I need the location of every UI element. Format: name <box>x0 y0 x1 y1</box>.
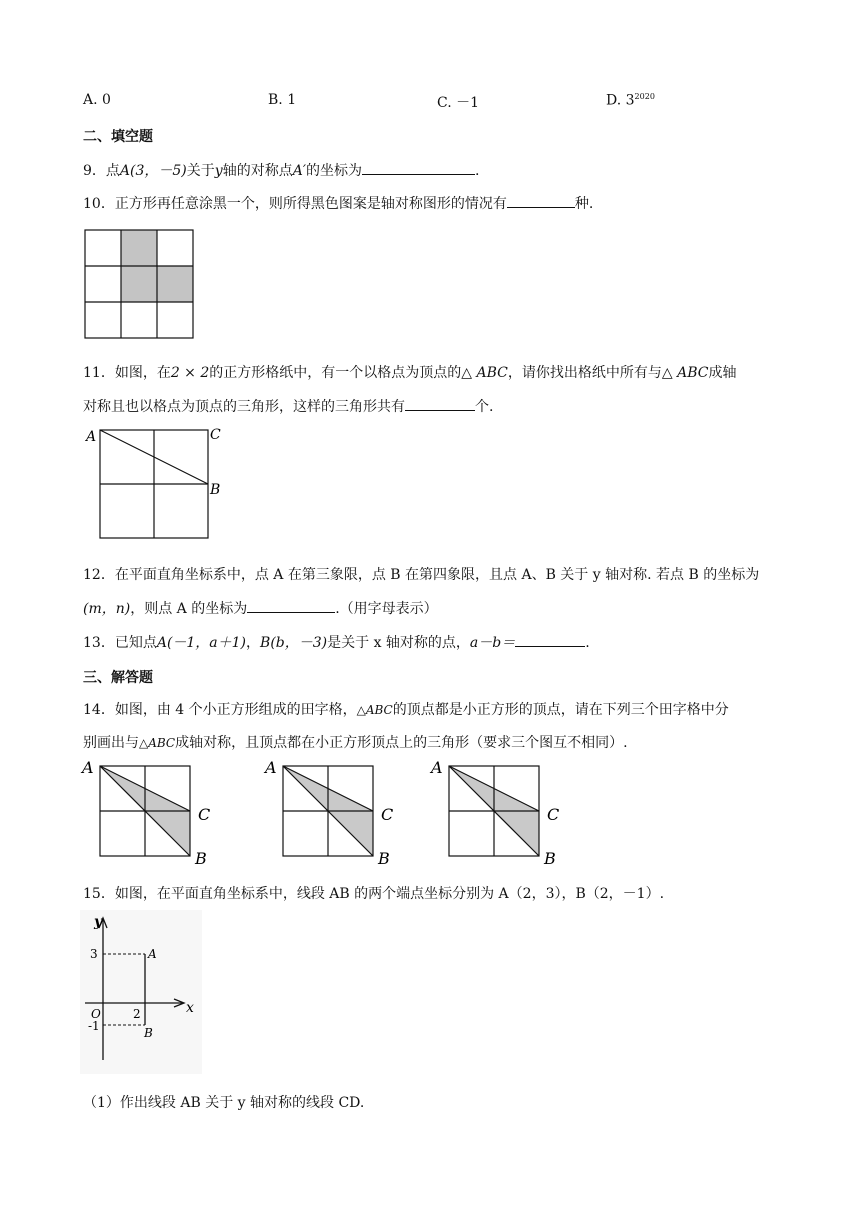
label-c: C <box>547 805 560 824</box>
option-b: B. 1 <box>268 92 297 108</box>
label-b: B <box>144 1026 153 1040</box>
nine-square-grid-figure <box>84 229 196 341</box>
answer-blank <box>362 160 475 175</box>
question-15-part1: （1）作出线段 AB 关于 y 轴对称的线段 CD. <box>83 1095 365 1111</box>
answer-blank <box>405 396 475 411</box>
question-14-line2: 别画出与△ABC成轴对称，且顶点都在小正方形顶点上的三角形（要求三个图互不相同）. <box>83 735 628 751</box>
label-a: A <box>265 758 277 777</box>
option-d: D. $3^{2020}$ <box>606 92 655 109</box>
section-title-fill-in: 二、填空题 <box>83 129 153 145</box>
shaded-cell <box>121 230 157 266</box>
tick-neg1: -1 <box>88 1019 100 1033</box>
label-c: C <box>381 805 394 824</box>
option-c: C. －1 <box>437 95 480 111</box>
section-title-answer: 三、解答题 <box>83 670 153 686</box>
question-11-line1: 11．如图，在2 × 2的正方形格纸中，有一个以格点为顶点的△ ABC，请你找出格纸中所有与△ ABC成轴 <box>83 365 737 381</box>
label-b: B <box>195 849 207 866</box>
question-13: 13．已知点A(－1，a＋1)，B(b，－3)是关于 x 轴对称的点，a－b＝ . <box>83 632 590 652</box>
x-axis-label: x <box>186 1000 194 1016</box>
answer-blank <box>507 193 575 208</box>
label-a: A <box>431 758 443 777</box>
question-9: 9．点A(3，－5)关于y轴的对称点A′的坐标为 . <box>83 160 479 180</box>
answer-blank <box>515 632 585 647</box>
tick-2: 2 <box>133 1007 141 1021</box>
option-a: A. 0 <box>83 92 111 108</box>
answer-blank <box>247 598 335 613</box>
shaded-cell <box>157 266 193 302</box>
triangle-grid-figure <box>84 424 234 544</box>
question-15: 15．如图，在平面直角坐标系中，线段 AB 的两个端点坐标分别为 A（2，3），B（2，－1）. <box>83 886 665 902</box>
label-c: C <box>198 805 211 824</box>
question-11-line2: 对称且也以格点为顶点的三角形，这样的三角形共有 个. <box>83 396 493 416</box>
label-a: A <box>82 758 94 777</box>
question-12-line1: 12．在平面直角坐标系中，点 A 在第三象限，点 B 在第四象限，且点 A、B 关于 y 轴对称. 若点 B 的坐标为 <box>83 567 760 583</box>
shaded-cell <box>121 266 157 302</box>
label-a: A <box>86 429 97 445</box>
coordinate-plane-figure <box>80 910 202 1074</box>
origin-label: O <box>91 1007 101 1021</box>
y-axis-label: y <box>94 914 103 930</box>
tian-grid-1 <box>80 758 210 866</box>
figure-background <box>80 910 202 1074</box>
tian-grid-3 <box>429 758 559 866</box>
label-b: B <box>378 849 390 866</box>
label-a: A <box>148 947 157 961</box>
label-b: B <box>210 482 221 498</box>
tick-3: 3 <box>90 947 98 961</box>
question-12-line2: (m，n)，则点 A 的坐标为 .（用字母表示） <box>83 598 438 618</box>
tian-grid-figures <box>80 758 780 866</box>
question-14-line1: 14．如图，由 4 个小正方形组成的田字格，△ABC的顶点都是小正方形的顶点，请在下列三个田字格中分 <box>83 702 729 718</box>
label-b: B <box>544 849 556 866</box>
label-c: C <box>210 427 221 443</box>
question-10: 10．正方形再任意涂黑一个，则所得黑色图案是轴对称图形的情况有 种. <box>83 193 593 213</box>
tian-grid-2 <box>263 758 393 866</box>
